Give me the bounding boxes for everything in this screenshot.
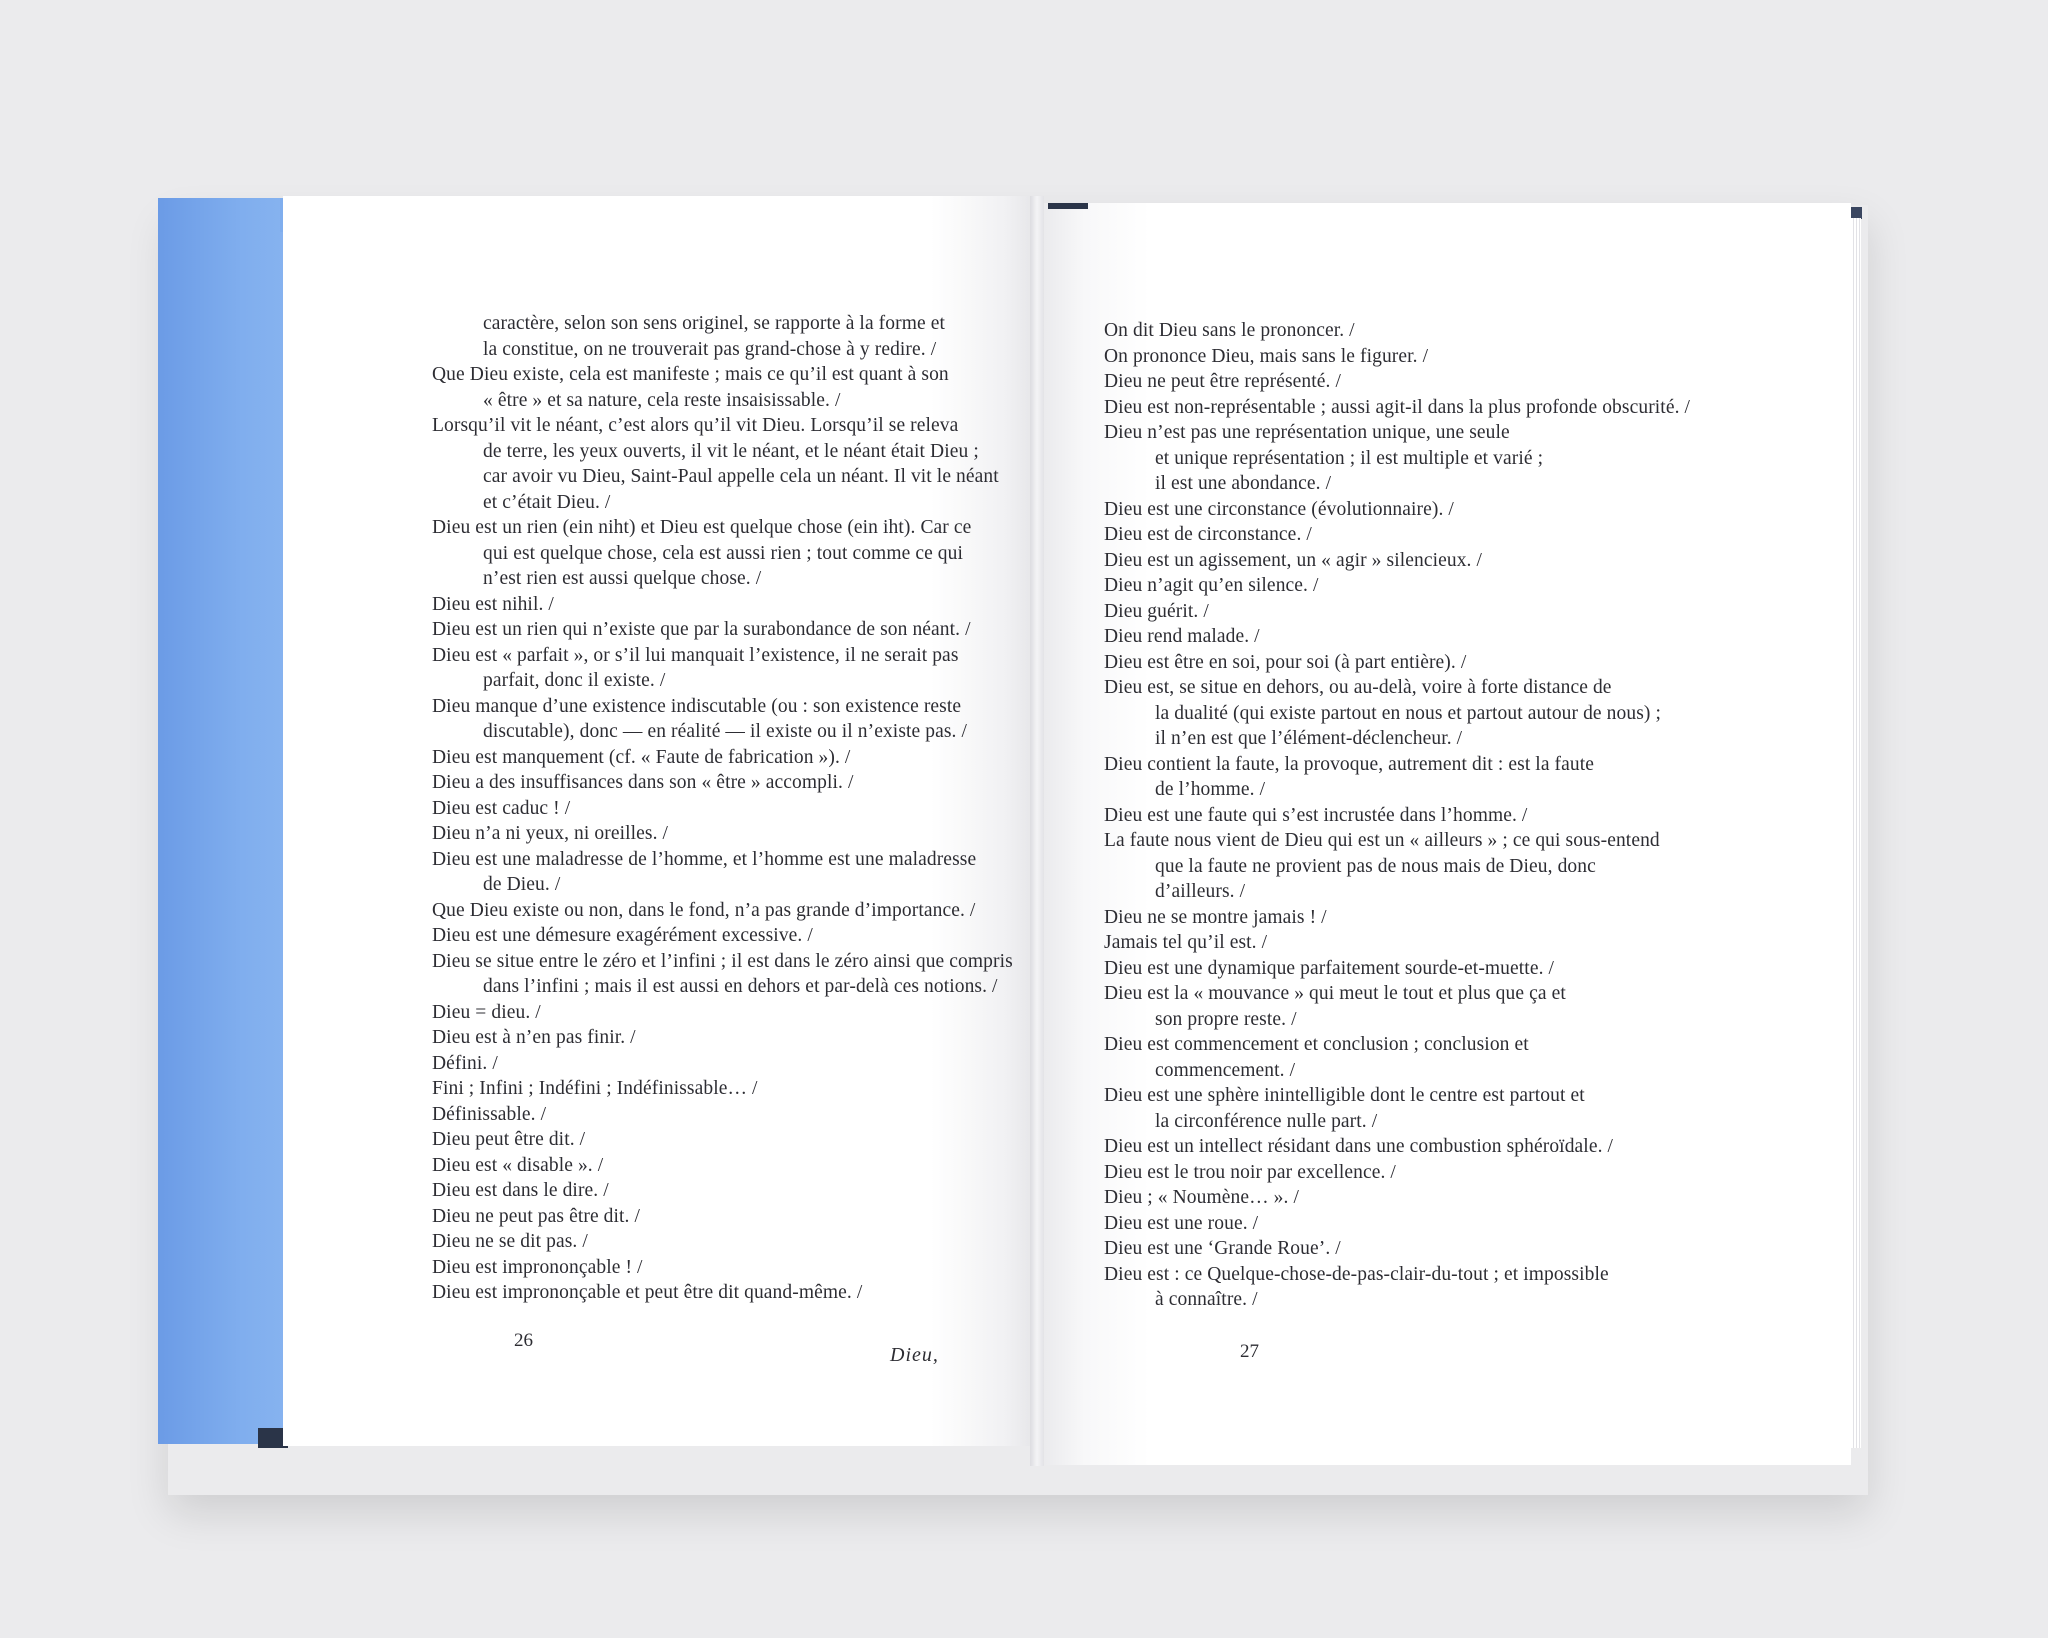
text-line: Dieu est une démesure exagérément excessive. / [432,925,813,946]
text-line: Dieu est nihil. / [432,593,554,615]
text-line: Dieu est caduc ! / [432,797,571,819]
text-line: Dieu est « parfait », or s’il lui manquait l’existence, il ne serait pas [432,644,959,666]
text-line: d’ailleurs. / [1155,881,1246,902]
text-line: Dieu est une circonstance (évolutionnaire). / [1104,498,1454,520]
text-line: La faute nous vient de Dieu qui est un « ailleurs » ; ce qui sous-entend [1104,830,1660,851]
text-line: commencement. / [1155,1059,1296,1081]
text-line: Dieu a des insuffisances dans son « être » accompli. / [432,772,854,793]
text-line: Dieu est être en soi, pour soi (à part entière). / [1104,651,1467,673]
text-line: la constitue, on ne trouverait pas grand-chose à y redire. / [483,338,937,360]
text-line: Dieu est une dynamique parfaitement sourde-et-muette. / [1104,957,1555,979]
text-line: Dieu manque d’une existence indiscutable (ou : son existence reste [432,695,962,717]
text-line: de Dieu. / [483,874,561,895]
text-line: Dieu est un agissement, un « agir » silencieux. / [1104,549,1483,571]
text-line: Dieu est imprononçable ! / [432,1256,643,1278]
text-line: parfait, donc il existe. / [483,670,666,691]
text-line: de terre, les yeux ouverts, il vit le néant, et le néant était Dieu ; [483,440,979,462]
text-line: Dieu est une maladresse de l’homme, et l’homme est une maladresse [432,848,977,870]
text-line: « être » et sa nature, cela reste insaisissable. / [483,389,841,411]
text-line: Définissable. / [432,1103,547,1125]
text-line: la dualité (qui existe partout en nous et partout autour de nous) ; [1155,702,1661,724]
text-line: à connaître. / [1155,1289,1258,1310]
text-line: Dieu est : ce Quelque-chose-de-pas-clair-du-tout ; et impossible [1104,1263,1609,1285]
text-line: dans l’infini ; mais il est aussi en dehors et par-delà ces notions. / [483,976,998,997]
text-line: Dieu ne peut être représenté. / [1104,371,1341,392]
spine-top-strip [1048,203,1088,209]
page-number-right: 27 [1240,1341,1259,1362]
text-line: Dieu rend malade. / [1104,626,1260,647]
page-number-left: 26 [514,1330,533,1351]
text-line: Dieu ; « Noumène… ». / [1104,1187,1300,1208]
text-line: On prononce Dieu, mais sans le figurer. / [1104,345,1429,367]
text-line: Dieu est à n’en pas finir. / [432,1027,636,1048]
running-title: Dieu, [890,1344,939,1366]
text-line: Dieu ne peut pas être dit. / [432,1205,641,1227]
text-line: qui est quelque chose, cela est aussi rien ; tout comme ce qui [483,542,964,564]
text-line: Dieu ne se dit pas. / [432,1231,588,1252]
text-line: Jamais tel qu’il est. / [1104,932,1268,953]
text-line: Dieu se situe entre le zéro et l’infini ; il est dans le zéro ainsi que compris [432,950,1013,972]
text-line: Défini. / [432,1052,498,1074]
text-line: n’est rien est aussi quelque chose. / [483,568,762,589]
text-line: Lorsqu’il vit le néant, c’est alors qu’il vit Dieu. Lorsqu’il se releva [432,415,959,436]
text-line: il n’en est que l’élément-déclencheur. / [1155,728,1463,749]
text-line: Dieu = dieu. / [432,1001,541,1023]
text-line: Dieu n’est pas une représentation unique, une seule [1104,422,1510,443]
text-line: Dieu est une sphère inintelligible dont le centre est partout et [1104,1085,1585,1106]
text-line: son propre reste. / [1155,1008,1297,1030]
text-line: Fini ; Infini ; Indéfini ; Indéfinissable… / [432,1078,758,1099]
text-line: Dieu est dans le dire. / [432,1180,609,1201]
text-line: discutable), donc — en réalité — il existe ou il n’existe pas. / [483,721,968,742]
text-line: Dieu est, se situe en dehors, ou au-delà, voire à forte distance de [1104,677,1612,698]
text-line: Dieu est une faute qui s’est incrustée dans l’homme. / [1104,804,1528,826]
text-line: Dieu est non-représentable ; aussi agit-il dans la plus profonde obscurité. / [1104,396,1691,418]
text-line: Dieu est commencement et conclusion ; conclusion et [1104,1034,1529,1055]
text-line: Dieu est manquement (cf. « Faute de fabrication »). / [432,746,851,768]
book-cover-blue [158,198,298,1444]
left-page-text [432,311,1022,1306]
text-line: que la faute ne provient pas de nous mais de Dieu, donc [1155,855,1596,877]
text-line: Dieu est de circonstance. / [1104,524,1312,545]
text-line: Dieu est imprononçable et peut être dit quand-même. / [432,1282,863,1303]
text-line: caractère, selon son sens originel, se rapporte à la forme et [483,313,945,334]
book-gutter [1030,196,1044,1466]
text-line: car avoir vu Dieu, Saint-Paul appelle cela un néant. Il vit le néant [483,466,999,487]
text-line: Dieu peut être dit. / [432,1129,586,1150]
text-line: Dieu est un rien qui n’existe que par la surabondance de son néant. / [432,619,971,640]
text-line: Dieu est le trou noir par excellence. / [1104,1161,1396,1183]
text-line: On dit Dieu sans le prononcer. / [1104,320,1355,341]
text-line: Dieu n’agit qu’en silence. / [1104,575,1319,596]
text-line: Dieu contient la faute, la provoque, autrement dit : est la faute [1104,753,1595,775]
text-line: Dieu est la « mouvance » qui meut le tout et plus que ça et [1104,983,1566,1004]
text-line: Dieu est une ‘Grande Roue’. / [1104,1238,1341,1259]
text-line: Dieu guérit. / [1104,600,1209,622]
text-line: Dieu n’a ni yeux, ni oreilles. / [432,823,669,844]
text-line: il est une abondance. / [1155,473,1332,494]
text-line: Que Dieu existe ou non, dans le fond, n’a pas grande d’importance. / [432,899,976,921]
text-line: Dieu est un rien (ein niht) et Dieu est quelque chose (ein iht). Car ce [432,517,972,538]
text-line: Que Dieu existe, cela est manifeste ; mais ce qu’il est quant à son [432,364,949,385]
text-line: et unique représentation ; il est multiple et varié ; [1155,447,1544,469]
text-line: Dieu est une roue. / [1104,1212,1259,1234]
text-line: la circonférence nulle part. / [1155,1110,1378,1132]
text-line: Dieu ne se montre jamais ! / [1104,906,1327,928]
right-page-text [1104,318,1744,1313]
text-line: et c’était Dieu. / [483,491,611,513]
text-line: Dieu est « disable ». / [432,1154,604,1176]
text-line: Dieu est un intellect résidant dans une combustion sphéroïdale. / [1104,1136,1614,1157]
text-line: de l’homme. / [1155,779,1266,800]
